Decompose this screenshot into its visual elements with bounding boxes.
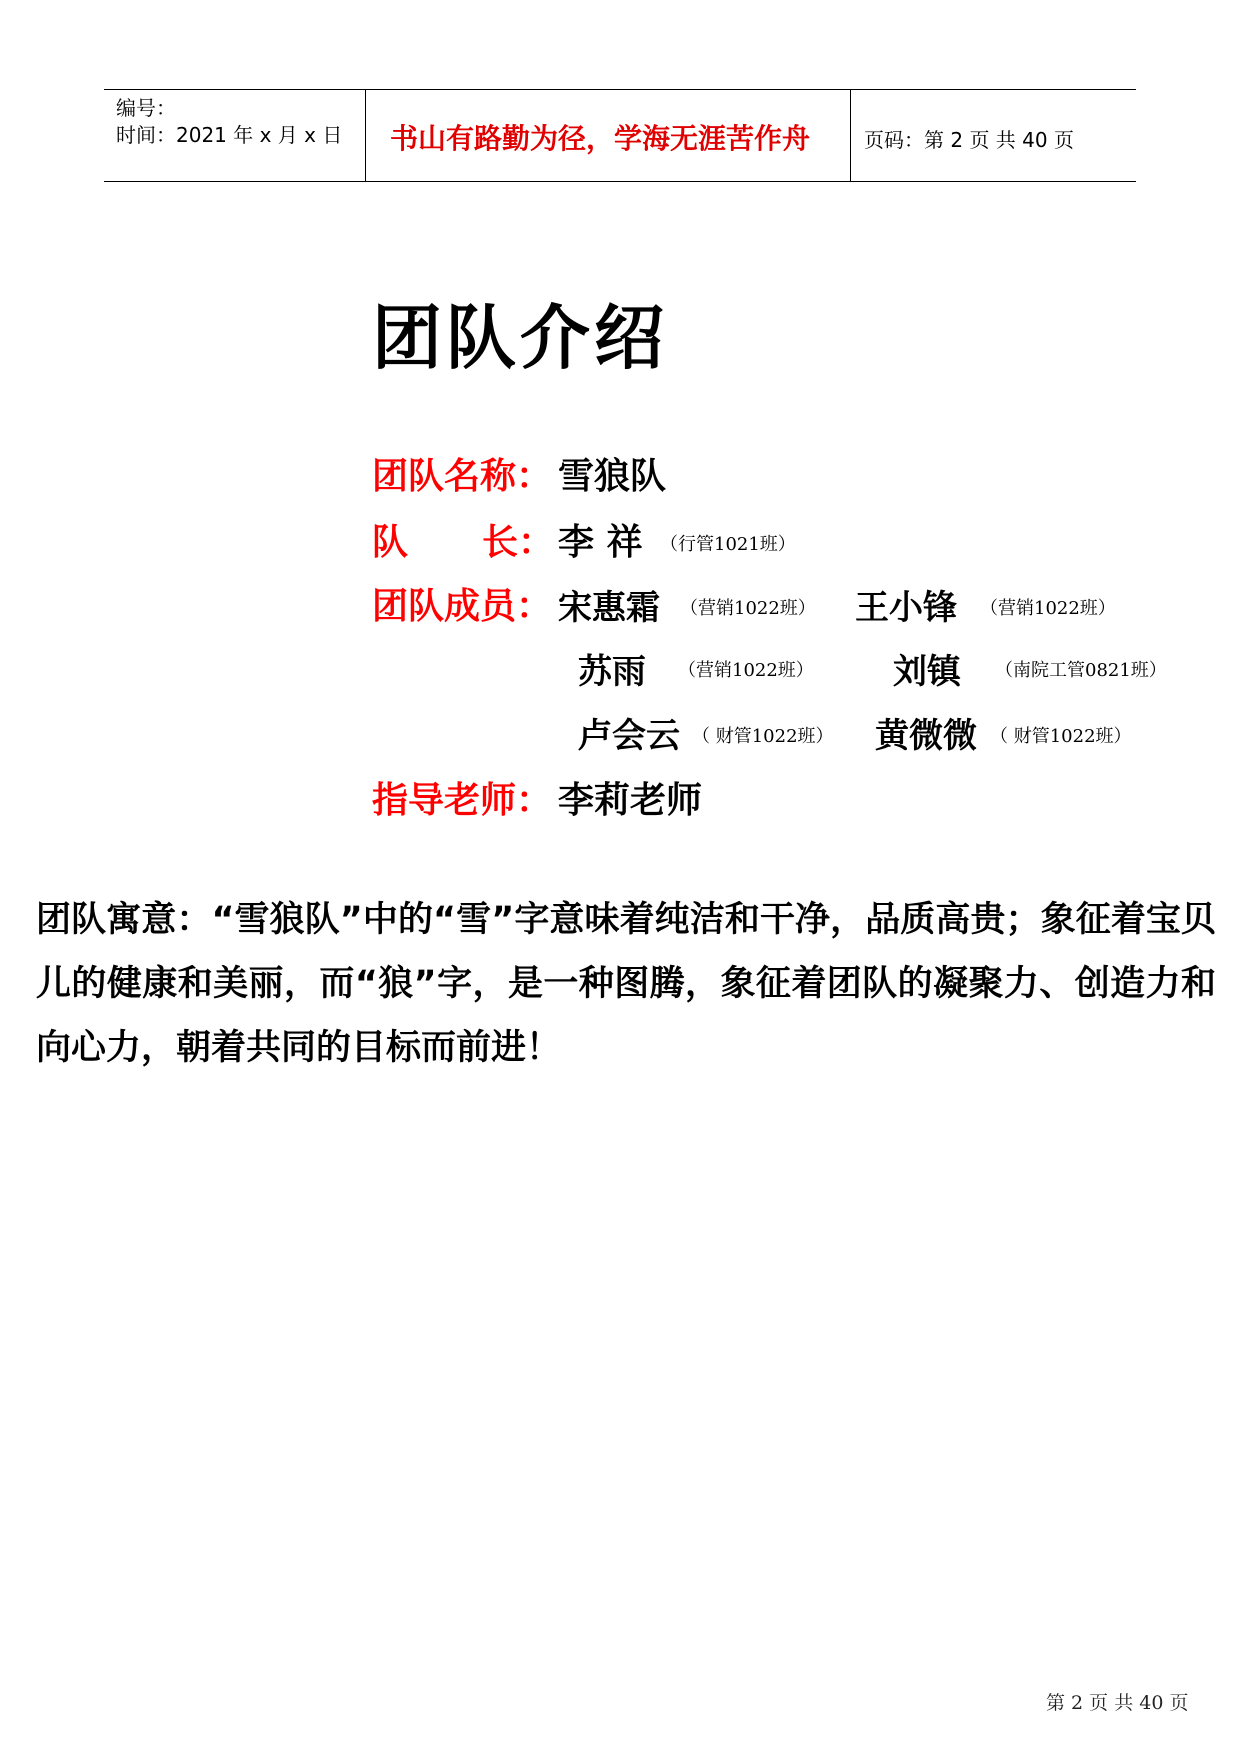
page-info: 页码：第 2 页 共 40 页	[864, 128, 1074, 152]
member-class: （营销1022班）	[678, 660, 814, 681]
member-class: （营销1022班）	[680, 598, 816, 619]
page-title: 团队介绍	[372, 296, 668, 379]
member-class: （ 财管1022班）	[990, 726, 1132, 747]
time-label: 时间：2021 年 x 月 x 日	[116, 123, 343, 147]
member-name: 刘镇	[893, 652, 961, 692]
motto: 书山有路勤为径，学海无涯苦作舟	[390, 122, 811, 155]
member-name: 黄微微	[875, 716, 977, 756]
member-class: （ 财管1022班）	[692, 726, 834, 747]
page-footer: 第 2 页 共 40 页	[1046, 1692, 1189, 1714]
members-label: 团队成员：	[372, 586, 553, 627]
team-name-value: 雪狼队	[558, 456, 667, 497]
leader-label-a: 队	[372, 522, 409, 563]
header-divider-left	[365, 89, 366, 182]
header-top-border	[104, 89, 1136, 90]
member-name: 王小锋	[855, 588, 957, 628]
member-name: 卢会云	[578, 716, 680, 756]
member-name: 苏雨	[578, 652, 646, 692]
member-name: 宋惠霜	[558, 588, 660, 628]
member-class: （营销1022班）	[980, 598, 1116, 619]
header-divider-right	[850, 89, 851, 182]
leader-class: （行管1021班）	[660, 534, 796, 555]
leader-label-b: 长：	[482, 522, 555, 563]
team-name-label: 团队名称：	[372, 456, 553, 497]
advisor-name: 李莉老师	[558, 780, 703, 821]
team-meaning-paragraph: 团队寓意：“雪狼队”中的“雪”字意味着纯洁和干净，品质高贵；象征着宝贝儿的健康和美丽，而“狼”字，是一种图腾，象征着团队的凝聚力、创造力和向心力，朝着共同的目标而前进！	[36, 900, 1216, 1068]
leader-name: 李 祥	[558, 522, 643, 563]
advisor-label: 指导老师：	[372, 780, 553, 821]
member-class: （南院工管0821班）	[995, 660, 1167, 681]
header-bottom-border	[104, 181, 1136, 182]
serial-label: 编号：	[116, 96, 176, 120]
